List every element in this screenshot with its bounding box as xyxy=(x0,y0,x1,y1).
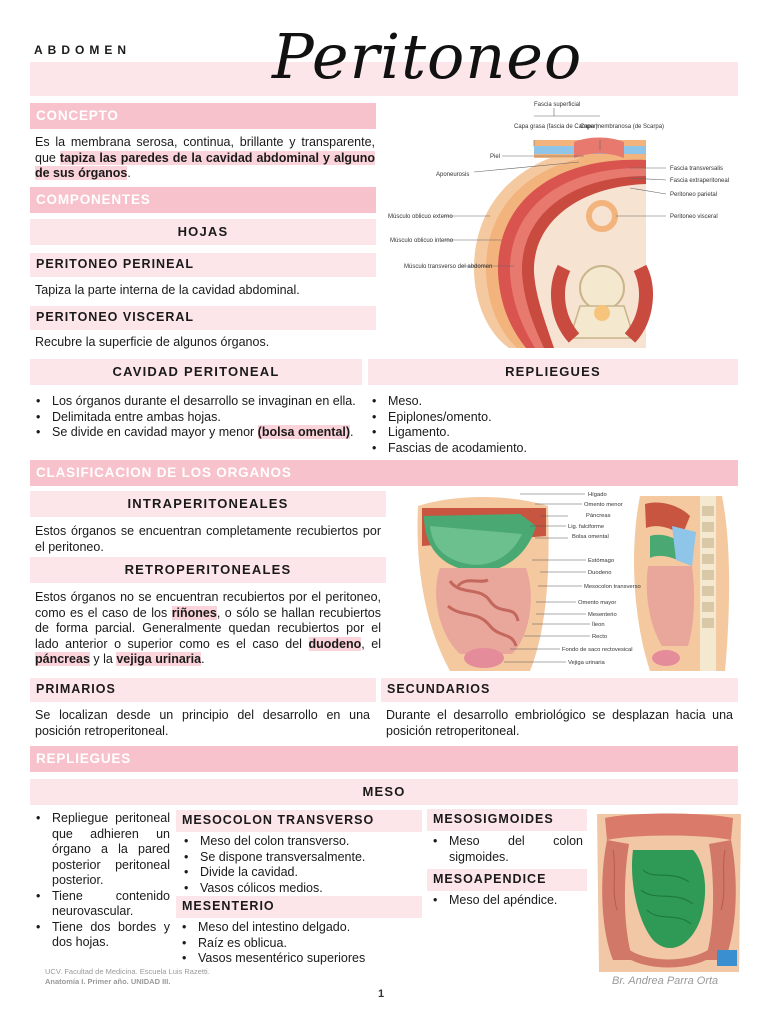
list-item: • Tiene dos bordes y dos hojas. xyxy=(30,920,170,951)
list-item: • Epiplones/omento. xyxy=(366,410,736,426)
cavidad-list xyxy=(30,394,356,441)
fig2-label: Bolsa omental xyxy=(572,534,609,540)
fig1-label: Fascia transversalis xyxy=(670,166,724,172)
fig1-label: Fascia superficial xyxy=(534,102,581,108)
fig2-label: Duodeno xyxy=(588,570,612,576)
fig2-label: Hígado xyxy=(588,492,607,498)
footer-course: Anatomía I. Primer año. UNIDAD III. xyxy=(45,977,171,986)
fig2-label: Páncreas xyxy=(586,513,611,519)
fig2-label: Mesocolon transverso xyxy=(584,584,641,590)
list-item: • Meso del colon transverso. xyxy=(178,834,424,850)
fig1-label: Piel xyxy=(490,154,501,160)
primarios-title: PRIMARIOS xyxy=(30,678,376,702)
fig1-label: Músculo transverso del abdomen xyxy=(404,264,493,270)
concepto-text: Es la membrana serosa, continua, brillante y transparente, que tapiza las paredes de la cavidad abdominal y alguno de sus órganos. xyxy=(35,135,375,180)
hojas-heading: HOJAS xyxy=(30,219,376,245)
secundarios-text: Durante el desarrollo embriológico se desplazan hacia una posición retroperitoneal. xyxy=(386,708,733,738)
fig2-label: Estómago xyxy=(588,558,615,564)
retroperitoneales-heading: RETROPERITONEALES xyxy=(30,557,386,583)
list-item: • Repliegue peritoneal que adhieren un órgano a la pared posterior peritoneal posterior. xyxy=(30,811,170,889)
mesenterio-list xyxy=(176,920,422,967)
retroperitoneales-text: Estos órganos no se encuentran recubiertos por el peritoneo, como es el caso de los riñones, o sólo se hallan recubiertos de forma parcial. Generalmente quedan recubiertos por el lado anterior o superior como es el caso del duodeno, el páncreas y la vejiga urinaria. xyxy=(35,590,382,666)
mesocolon-transverso-title: MESOCOLON TRANSVERSO xyxy=(176,810,422,832)
meso-heading: MESO xyxy=(30,779,738,805)
mesenterio-title: MESENTERIO xyxy=(176,896,422,918)
mesoapendice-title: MESOAPENDICE xyxy=(427,869,587,891)
fig2-label: Lig. falciforme xyxy=(568,524,605,530)
fig1-label: Capa grasa (fascia de Camper) xyxy=(514,124,598,130)
fig2-label: Recto xyxy=(592,634,608,640)
list-item: • Meso del apéndice. xyxy=(427,893,587,909)
abdominal-wall-illustration xyxy=(384,98,742,348)
concepto-highlight: tapiza las paredes de la cavidad abdominal y alguno de sus órganos xyxy=(35,150,375,180)
repliegues-box-heading: REPLIEGUES xyxy=(368,359,738,385)
fig1-label: Músculo oblicuo externo xyxy=(388,214,453,220)
meso-list xyxy=(30,811,170,951)
peritoneo-perineal-text: Tapiza la parte interna de la cavidad abdominal. xyxy=(35,283,300,297)
peritoneo-visceral-title: PERITONEO VISCERAL xyxy=(30,306,376,330)
abdominal-wall-figure xyxy=(384,98,742,348)
footer-institution: UCV. Facultad de Medicina. Escuela Luis Razetti. xyxy=(45,967,210,976)
peritoneo-visceral-text: Recubre la superficie de algunos órganos. xyxy=(35,335,270,349)
list-item: • Meso del intestino delgado. xyxy=(176,920,422,936)
page-number: 1 xyxy=(378,988,385,1000)
list-item: • Delimitada entre ambas hojas. xyxy=(30,410,356,426)
mesentery-figure xyxy=(593,810,745,972)
list-item: • Se divide en cavidad mayor y menor (bolsa omental). xyxy=(30,425,356,441)
fig2-label: Mesenterio xyxy=(588,612,617,618)
list-item: • Tiene contenido neurovascular. xyxy=(30,889,170,920)
list-item: • Fascias de acodamiento. xyxy=(366,441,736,457)
fig2-label: Íleon xyxy=(592,622,605,628)
peritoneo-perineal-title: PERITONEO PERINEAL xyxy=(30,253,376,277)
mesoapendice-list xyxy=(427,893,587,909)
fig1-label: Aponeurosis xyxy=(436,172,470,178)
fig1-label: Músculo oblicuo interno xyxy=(390,238,454,244)
fig1-label: Capa membranosa (de Scarpa) xyxy=(580,124,665,130)
concepto-heading: CONCEPTO xyxy=(30,103,376,129)
mesocolon-list xyxy=(178,834,424,896)
primarios-text: Se localizan desde un principio del desarrollo en una posición retroperitoneal. xyxy=(35,708,370,738)
page-title: Peritoneo xyxy=(272,20,583,93)
componentes-heading: COMPONENTES xyxy=(30,187,376,213)
mesentery-illustration xyxy=(593,810,745,972)
list-item: • Se dispone transversalmente. xyxy=(178,850,424,866)
section-label: ABDOMEN xyxy=(34,43,131,57)
intraperitoneales-text: Estos órganos se encuentran completamente recubiertos por el peritoneo. xyxy=(35,524,381,554)
repliegues-heading: REPLIEGUES xyxy=(30,746,738,772)
list-item: • Vasos mesentérico superiores xyxy=(176,951,422,967)
fig2-label: Omento menor xyxy=(584,502,623,508)
list-item: • Divide la cavidad. xyxy=(178,865,424,881)
list-item: • Meso del colon sigmoides. xyxy=(427,834,583,865)
clasificacion-heading: CLASIFICACION DE LOS ORGANOS xyxy=(30,460,738,486)
fig1-label: Peritoneo visceral xyxy=(670,214,718,220)
mesosigmoides-title: MESOSIGMOIDES xyxy=(427,809,587,831)
list-item: • Vasos cólicos medios. xyxy=(178,881,424,897)
list-item: • Raíz es oblicua. xyxy=(176,936,422,952)
fig2-label: Vejiga urinaria xyxy=(568,660,605,666)
abdominal-organs-illustration xyxy=(400,486,740,676)
secundarios-title: SECUNDARIOS xyxy=(381,678,738,702)
footer-author: Br. Andrea Parra Orta xyxy=(612,975,719,987)
list-item: • Meso. xyxy=(366,394,736,410)
cavidad-peritoneal-heading: CAVIDAD PERITONEAL xyxy=(30,359,362,385)
intraperitoneales-heading: INTRAPERITONEALES xyxy=(30,491,386,517)
list-item: • Ligamento. xyxy=(366,425,736,441)
mesosigmoides-list xyxy=(427,834,583,865)
abdominal-organs-figure xyxy=(400,486,740,676)
fig2-label: Fondo de saco rectovesical xyxy=(562,647,633,653)
fig2-label: Omento mayor xyxy=(578,600,617,606)
fig1-label: Peritoneo parietal xyxy=(670,192,718,198)
repliegues-box-list xyxy=(366,394,736,456)
list-item: • Los órganos durante el desarrollo se invaginan en ella. xyxy=(30,394,356,410)
fig1-label: Fascia extraperitoneal xyxy=(670,178,730,184)
